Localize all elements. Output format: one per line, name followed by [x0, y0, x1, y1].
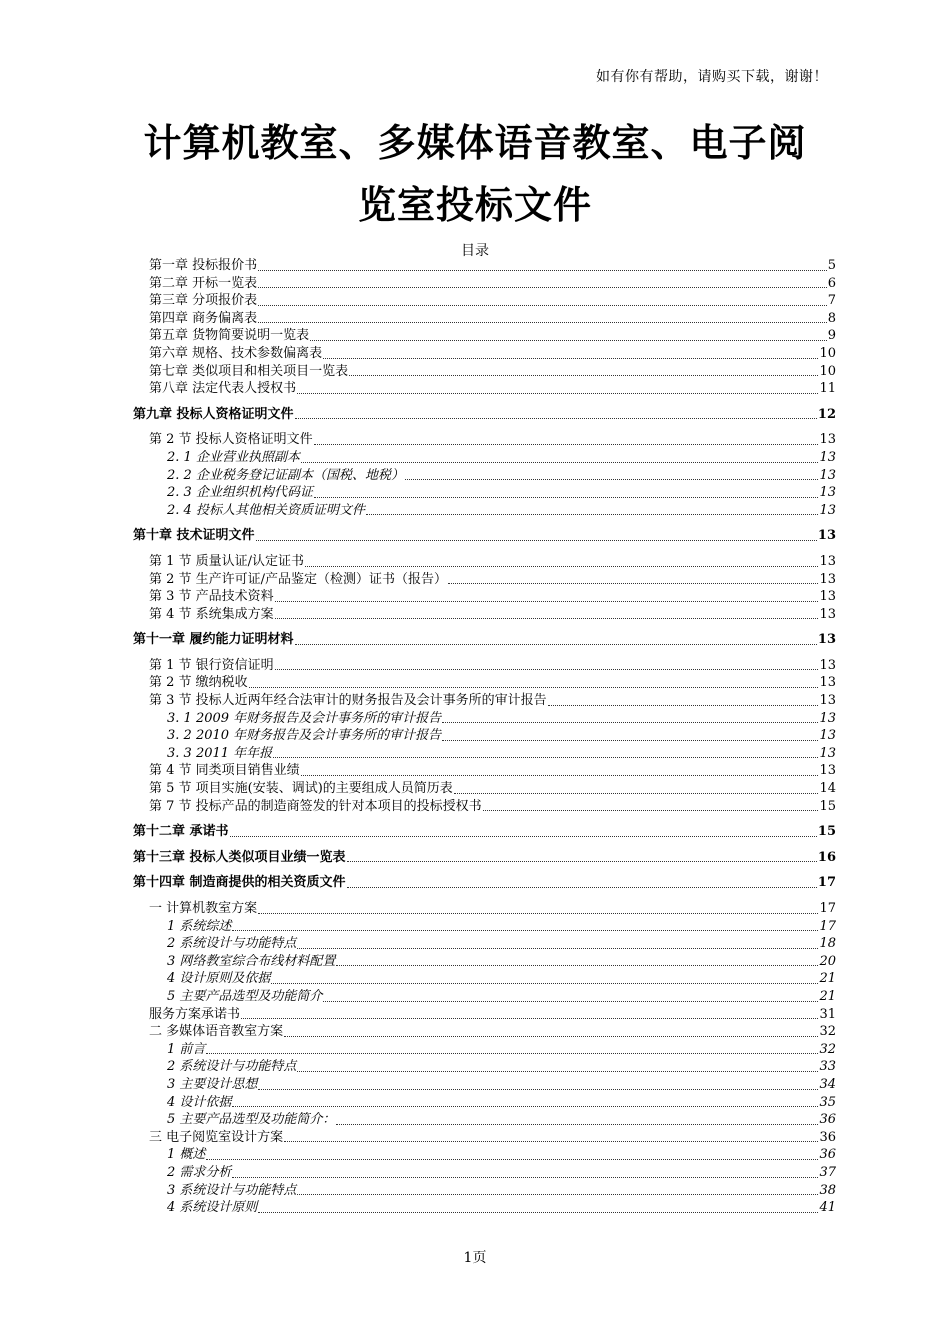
toc-entry-page: 10 [819, 363, 836, 379]
toc-entry-page: 14 [819, 781, 836, 797]
toc-entry-page: 6 [827, 275, 836, 291]
dot-leader [230, 835, 817, 837]
dot-leader [336, 964, 818, 966]
toc-entry-label: 第十章 技术证明文件 [133, 528, 255, 544]
toc-entry-page: 13 [819, 763, 836, 779]
dot-leader [284, 1035, 818, 1037]
toc-entry-page: 15 [819, 798, 836, 814]
toc-entry-page: 13 [819, 553, 836, 569]
toc-entry-page: 37 [819, 1164, 836, 1180]
table-of-contents [133, 257, 836, 1217]
toc-entry-label: 第二章 开标一览表 [149, 275, 258, 291]
dot-leader [442, 721, 818, 723]
dot-leader [314, 443, 819, 445]
toc-entry[interactable] [133, 1111, 836, 1129]
toc-entry[interactable] [133, 780, 836, 798]
toc-entry-label: 第七章 类似项目和相关项目一览表 [149, 363, 349, 379]
dot-leader [258, 1088, 818, 1090]
toc-entry[interactable] [133, 657, 836, 675]
dot-leader [256, 539, 817, 541]
dot-leader [405, 478, 819, 480]
toc-entry[interactable] [133, 953, 836, 971]
toc-entry[interactable] [133, 588, 836, 606]
toc-entry-label: 2. 3 企业组织机构代码证 [167, 485, 313, 501]
toc-entry-page: 13 [819, 571, 836, 587]
toc-entry-page: 13 [819, 485, 836, 501]
toc-entry[interactable] [133, 431, 836, 449]
dot-leader [206, 1052, 818, 1054]
toc-entry-label: 3 主要设计思想 [167, 1076, 258, 1092]
title-line-1: 计算机教室、多媒体语音教室、电子阅 [143, 120, 807, 165]
toc-entry[interactable] [133, 1182, 836, 1200]
dot-leader [284, 1140, 818, 1142]
toc-entry-label: 第 1 节 银行资信证明 [149, 657, 274, 673]
toc-entry[interactable] [133, 710, 836, 728]
toc-entry-page: 13 [819, 657, 836, 673]
toc-entry[interactable] [133, 275, 836, 293]
toc-entry-page: 7 [827, 293, 836, 309]
toc-entry-label: 2. 4 投标人其他相关资质证明文件 [167, 502, 365, 518]
dot-leader [275, 668, 819, 670]
dot-leader [232, 929, 818, 931]
dot-leader [448, 582, 818, 584]
toc-entry-page: 21 [819, 988, 836, 1004]
toc-entry-page: 17 [819, 901, 836, 916]
toc-entry[interactable] [133, 1146, 836, 1164]
dot-leader [258, 912, 818, 914]
toc-entry-label: 第八章 法定代表人授权书 [149, 381, 297, 397]
toc-entry-page: 13 [819, 606, 836, 622]
toc-entry-label: 一 计算机教室方案 [149, 901, 258, 916]
toc-entry-page: 35 [819, 1094, 836, 1110]
toc-entry-page: 13 [819, 728, 836, 744]
toc-entry-page: 17 [817, 875, 836, 891]
dot-leader [258, 269, 827, 271]
toc-entry-label: 3. 3 2011 年年报 [167, 745, 273, 761]
toc-entry-label: 1 前言 [167, 1041, 206, 1057]
toc-chapter-entry[interactable] [133, 406, 836, 424]
toc-entry[interactable] [133, 467, 836, 485]
toc-entry-page: 13 [819, 745, 836, 761]
toc-entry-page: 16 [817, 849, 836, 865]
toc-entry-page: 11 [819, 381, 836, 397]
toc-entry-label: 第十四章 制造商提供的相关资质文件 [133, 875, 346, 891]
toc-entry-page: 33 [819, 1059, 836, 1075]
toc-entry[interactable] [133, 345, 836, 363]
toc-entry-page: 17 [819, 918, 836, 934]
toc-entry-label: 2. 2 企业税务登记证副本（国税、地税） [167, 467, 404, 483]
dot-leader [347, 860, 817, 862]
toc-entry[interactable] [133, 935, 836, 953]
dot-leader [483, 809, 819, 811]
dot-leader [275, 617, 819, 619]
dot-leader [301, 774, 819, 776]
toc-entry[interactable] [133, 553, 836, 571]
toc-entry[interactable] [133, 727, 836, 745]
toc-entry-page: 41 [819, 1200, 836, 1216]
toc-entry-label: 第 4 节 系统集成方案 [149, 606, 274, 622]
toc-entry[interactable] [133, 380, 836, 398]
toc-entry-label: 第 3 节 产品技术资料 [149, 589, 274, 605]
toc-entry-page: 13 [819, 467, 836, 483]
toc-entry-page: 32 [819, 1041, 836, 1057]
toc-entry[interactable] [133, 363, 836, 381]
dot-leader [442, 739, 818, 741]
toc-entry-label: 三 电子阅览室设计方案 [149, 1129, 284, 1145]
toc-entry-label: 2. 1 企业营业执照副本 [167, 449, 300, 465]
dot-leader [232, 1105, 818, 1107]
toc-entry[interactable] [133, 502, 836, 520]
toc-entry-label: 第四章 商务偏离表 [149, 310, 258, 326]
document-title [0, 112, 950, 236]
toc-entry[interactable] [133, 918, 836, 936]
toc-entry[interactable] [133, 484, 836, 502]
toc-entry[interactable] [133, 900, 836, 918]
title-line-2: 览室投标文件 [357, 182, 592, 227]
toc-entry-label: 3 系统设计与功能特点 [167, 1182, 297, 1198]
dot-leader [206, 1158, 818, 1160]
toc-chapter-entry[interactable] [133, 631, 836, 649]
toc-chapter-entry[interactable] [133, 849, 836, 867]
toc-entry[interactable] [133, 449, 836, 467]
toc-entry-label: 4 设计依据 [167, 1094, 232, 1110]
toc-chapter-entry[interactable] [133, 823, 836, 841]
toc-entry[interactable] [133, 674, 836, 692]
toc-entry-page: 18 [819, 936, 836, 952]
toc-entry-page: 31 [819, 1006, 836, 1022]
dot-leader [323, 357, 818, 359]
toc-entry-label: 第 5 节 项目实施(安装、调试)的主要组成人员简历表 [149, 781, 453, 797]
toc-entry-page: 36 [819, 1112, 836, 1128]
dot-leader [271, 982, 818, 984]
toc-entry-page: 21 [819, 971, 836, 987]
toc-entry[interactable] [133, 745, 836, 763]
toc-entry-page: 13 [819, 589, 836, 605]
toc-entry-page: 13 [819, 502, 836, 518]
dot-leader [323, 1000, 818, 1002]
dot-leader [241, 1017, 818, 1019]
dot-leader [258, 304, 827, 306]
toc-entry-page: 13 [819, 675, 836, 691]
toc-entry-label: 2 系统设计与功能特点 [167, 1059, 297, 1075]
dot-leader [275, 600, 819, 602]
toc-entry-label: 5 主要产品选型及功能简介： [167, 1112, 336, 1128]
toc-entry[interactable] [133, 292, 836, 310]
dot-leader [258, 286, 827, 288]
toc-entry[interactable] [133, 1094, 836, 1112]
toc-entry-label: 第 3 节 投标人近两年经合法审计的财务报告及会计事务所的审计报告 [149, 693, 547, 709]
dot-leader [454, 792, 819, 794]
toc-entry-label: 第九章 投标人资格证明文件 [133, 406, 294, 422]
toc-entry-label: 第 2 节 投标人资格证明文件 [149, 432, 313, 448]
toc-entry-label: 2 系统设计与功能特点 [167, 936, 297, 952]
toc-heading: 目录 [461, 243, 489, 259]
dot-leader [297, 392, 818, 394]
toc-entry-label: 第五章 货物简要说明一览表 [149, 328, 310, 344]
dot-leader [232, 1176, 818, 1178]
dot-leader [297, 1193, 818, 1195]
toc-entry-page: 13 [819, 449, 836, 465]
toc-entry[interactable] [133, 327, 836, 345]
toc-entry[interactable] [133, 798, 836, 816]
toc-entry-label: 第 4 节 同类项目销售业绩 [149, 763, 300, 779]
dot-leader [336, 1123, 818, 1125]
toc-entry-page: 8 [827, 310, 836, 326]
toc-entry-page: 36 [819, 1147, 836, 1163]
toc-entry-page: 36 [819, 1129, 836, 1145]
toc-entry-page: 32 [819, 1024, 836, 1040]
dot-leader [258, 1211, 818, 1213]
toc-entry-label: 4 设计原则及依据 [167, 971, 271, 987]
toc-entry-label: 第十三章 投标人类似项目业绩一览表 [133, 849, 346, 865]
toc-entry-label: 第 2 节 生产许可证/产品鉴定（检测）证书（报告） [149, 571, 448, 587]
toc-entry-label: 第十二章 承诺书 [133, 824, 229, 840]
toc-entry-page: 34 [819, 1076, 836, 1092]
toc-entry-label: 3 网络教室综合布线材料配置 [167, 953, 336, 969]
toc-entry-label: 第 1 节 质量认证/认定证书 [149, 553, 305, 569]
toc-entry[interactable] [133, 571, 836, 589]
dot-leader [305, 565, 818, 567]
toc-entry-label: 1 系统综述 [167, 918, 232, 934]
toc-entry[interactable] [133, 762, 836, 780]
toc-entry-page: 13 [819, 693, 836, 709]
toc-entry[interactable] [133, 1199, 836, 1217]
toc-entry[interactable] [133, 970, 836, 988]
dot-leader [349, 374, 818, 376]
toc-entry-page: 13 [817, 528, 836, 544]
toc-entry-page: 12 [817, 406, 836, 422]
toc-entry-page: 13 [819, 710, 836, 726]
toc-entry-label: 第三章 分项报价表 [149, 293, 258, 309]
toc-entry-label: 二 多媒体语音教室方案 [149, 1024, 284, 1040]
toc-entry-page: 13 [819, 432, 836, 448]
toc-entry-page: 15 [817, 824, 836, 840]
dot-leader [273, 756, 818, 758]
dot-leader [310, 339, 827, 341]
toc-entry-label: 第十一章 履约能力证明材料 [133, 632, 294, 648]
toc-entry-page: 20 [819, 953, 836, 969]
toc-entry[interactable] [133, 1023, 836, 1041]
dot-leader [548, 704, 819, 706]
header-note: 如有你有帮助，请购买下载，谢谢！ [596, 69, 828, 85]
dot-leader [301, 461, 819, 463]
dot-leader [297, 947, 818, 949]
page-number: 1页 [463, 1250, 487, 1266]
toc-entry-label: 第 7 节 投标产品的制造商签发的针对本项目的投标授权书 [149, 798, 482, 814]
toc-entry-label: 5 主要产品选型及功能简介 [167, 988, 323, 1004]
toc-entry[interactable] [133, 606, 836, 624]
toc-entry[interactable] [133, 1041, 836, 1059]
toc-entry-label: 第一章 投标报价书 [149, 258, 258, 273]
dot-leader [295, 643, 817, 645]
toc-chapter-entry[interactable] [133, 527, 836, 545]
toc-entry-label: 第 2 节 缴纳税收 [149, 675, 248, 691]
toc-entry-page: 38 [819, 1182, 836, 1198]
dot-leader [297, 1070, 818, 1072]
toc-entry-label: 3. 2 2010 年财务报告及会计事务所的审计报告 [167, 728, 442, 744]
toc-entry-label: 服务方案承诺书 [149, 1006, 241, 1022]
toc-entry[interactable] [133, 988, 836, 1006]
toc-entry[interactable] [133, 1006, 836, 1024]
toc-entry-page: 5 [827, 258, 836, 273]
toc-entry-page: 13 [817, 632, 836, 648]
toc-entry-label: 第六章 规格、技术参数偏离表 [149, 345, 323, 361]
toc-entry[interactable] [133, 310, 836, 328]
dot-leader [295, 417, 817, 419]
toc-entry[interactable] [133, 1129, 836, 1147]
dot-leader [366, 513, 819, 515]
toc-entry-label: 4 系统设计原则 [167, 1200, 258, 1216]
toc-entry-label: 2 需求分析 [167, 1164, 232, 1180]
toc-entry[interactable] [133, 1058, 836, 1076]
toc-entry-page: 9 [827, 328, 836, 344]
toc-entry[interactable] [133, 1076, 836, 1094]
toc-entry-page: 10 [819, 345, 836, 361]
toc-entry-label: 3. 1 2009 年财务报告及会计事务所的审计报告 [167, 710, 442, 726]
toc-chapter-entry[interactable] [133, 874, 836, 892]
toc-entry[interactable] [133, 692, 836, 710]
dot-leader [258, 321, 827, 323]
toc-entry[interactable] [133, 1164, 836, 1182]
dot-leader [314, 496, 819, 498]
dot-leader [347, 886, 817, 888]
dot-leader [249, 686, 819, 688]
toc-entry[interactable] [133, 257, 836, 275]
toc-entry-label: 1 概述 [167, 1147, 206, 1163]
